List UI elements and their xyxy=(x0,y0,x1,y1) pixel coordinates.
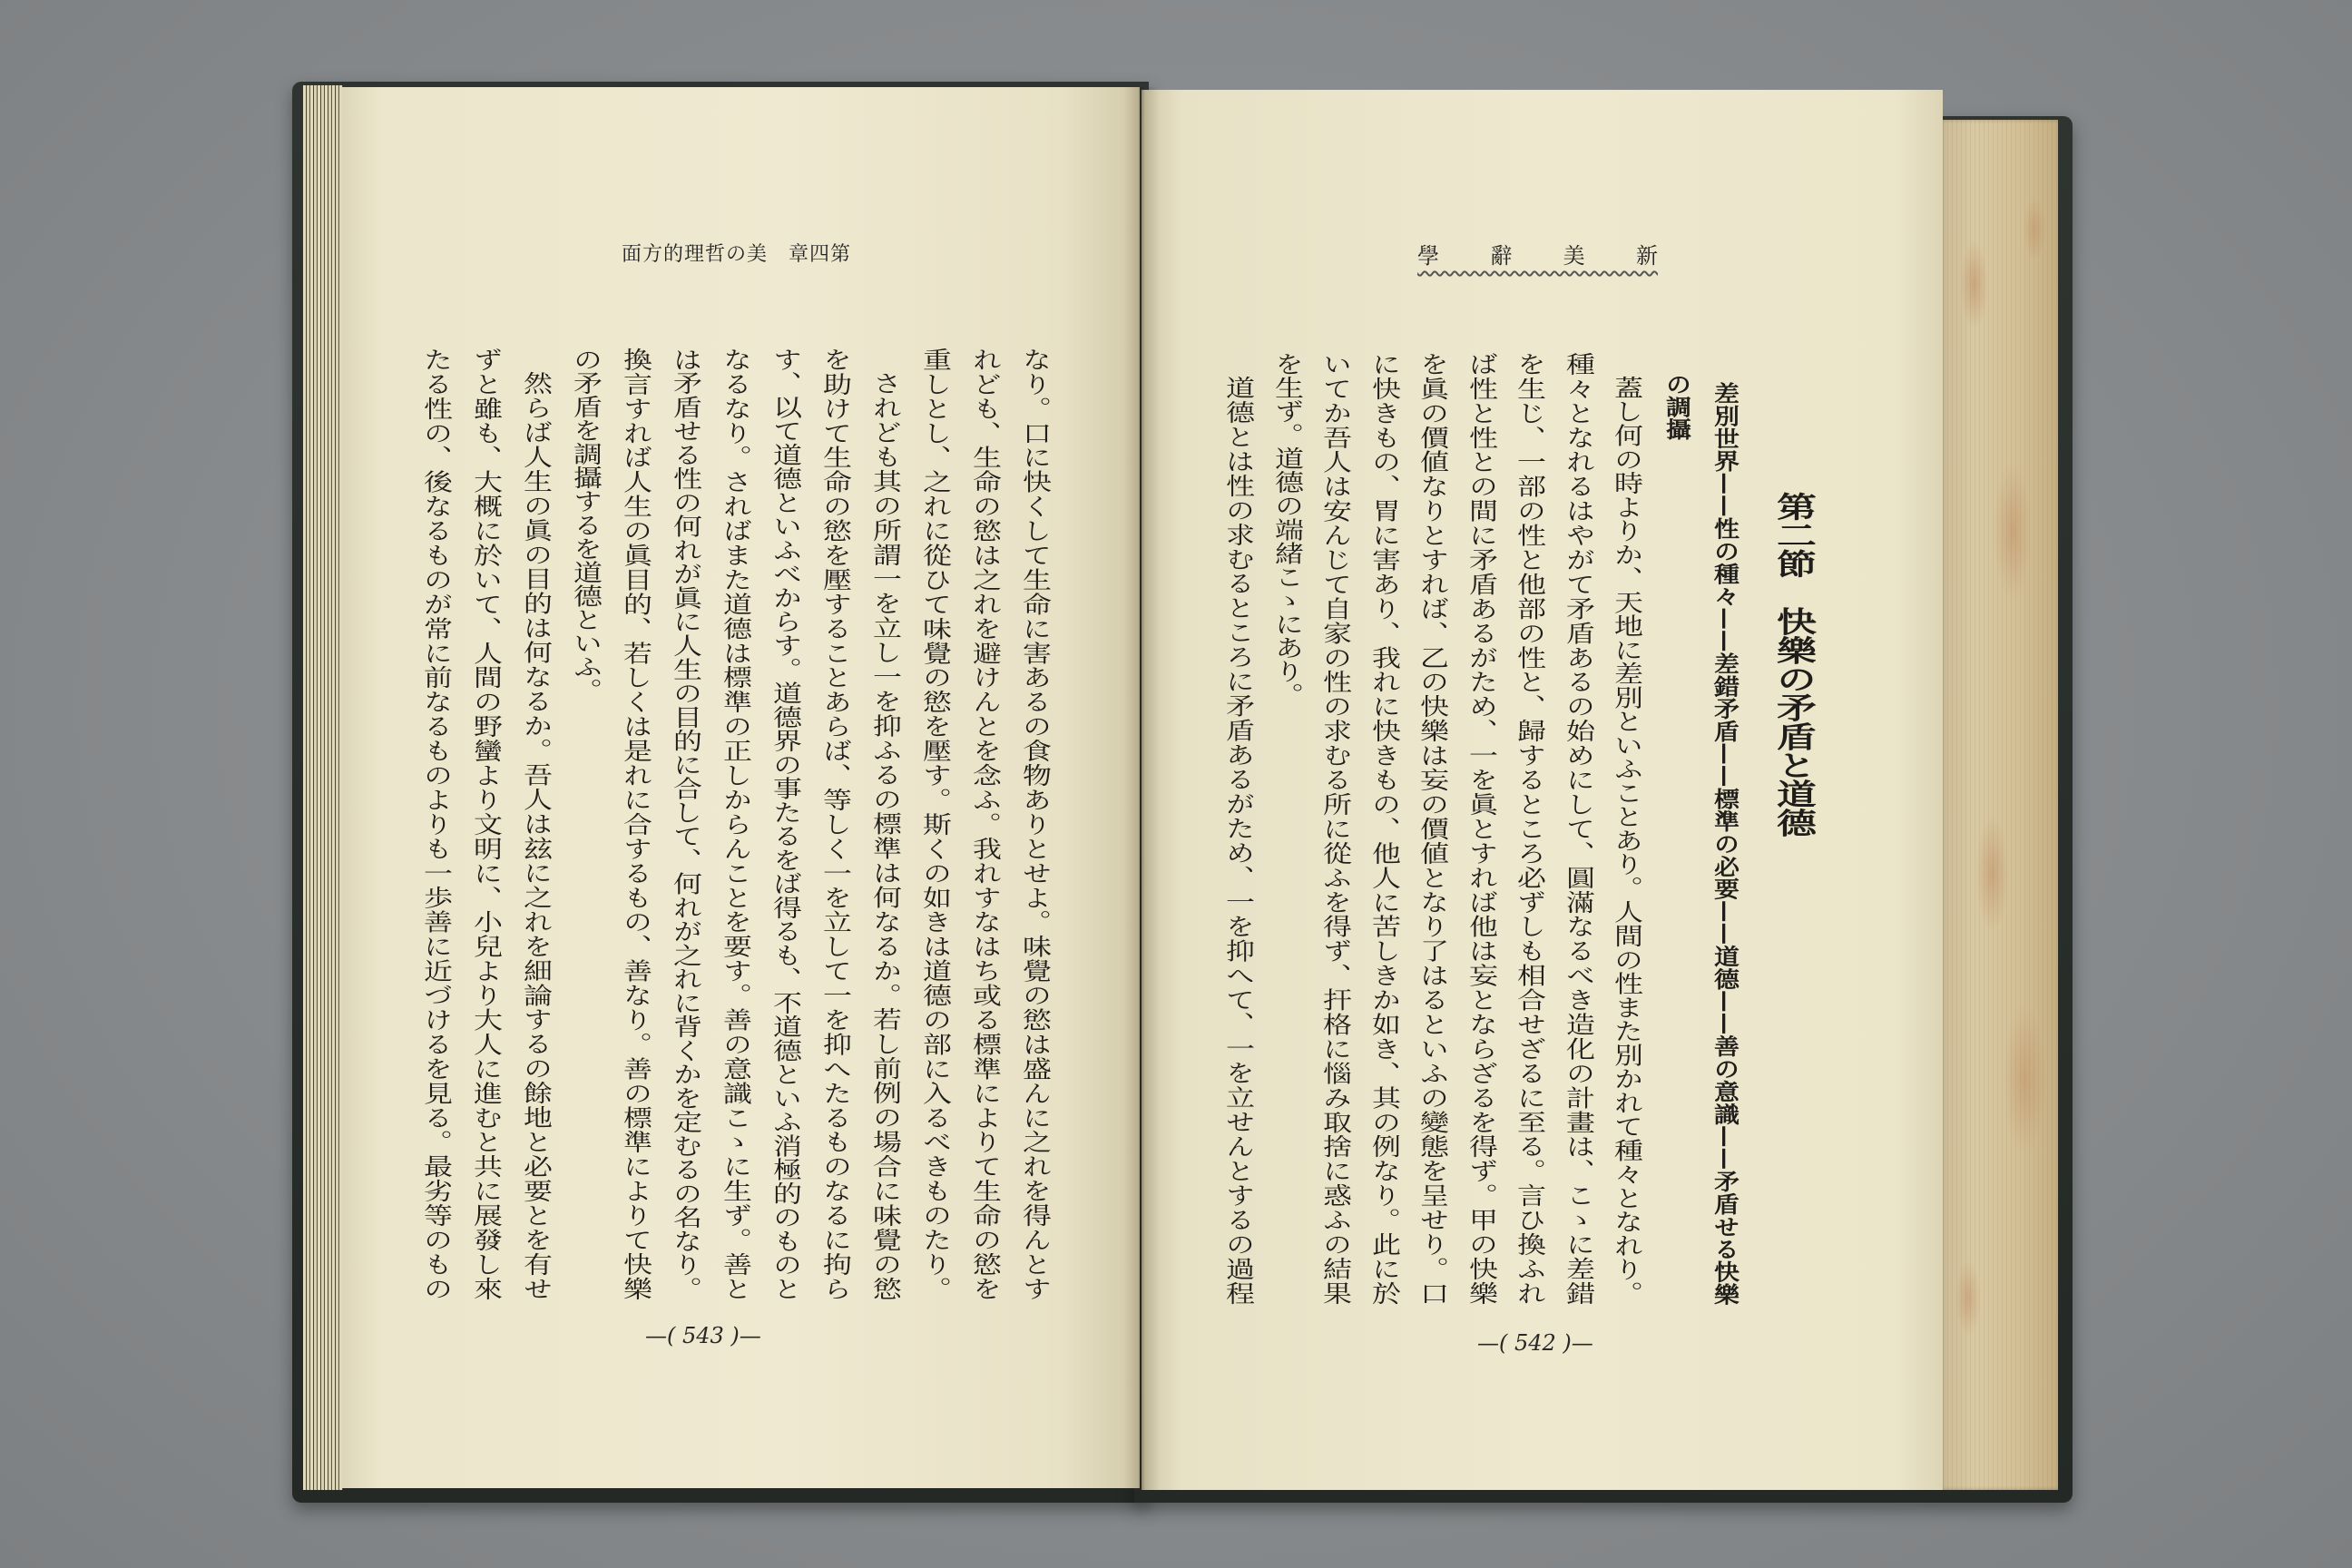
page-number: —( 543 )— xyxy=(645,1323,761,1348)
text-column: れども、生命の慾は之れを避けんとを念ふ。我れすなはち或る標準によりて生命の慾を xyxy=(968,348,1003,1301)
text-column: の矛盾を調攝するを道德といふ。 xyxy=(569,348,603,702)
text-column: を眞の價値なりとすれば、乙の快樂は妄の價値となり了はるといふの變態を呈せり。口 xyxy=(1416,352,1450,1306)
text-column: す、以て道德といふべからす。道德界の事たるをば得るも、不道德といふ消極的のものと xyxy=(769,348,803,1301)
text-column: 道德とは性の求むるところに矛盾あるがため、一を抑へて、一を立せんとするの過程 xyxy=(1221,376,1256,1306)
text-column: されども其の所謂一を立し一を抑ふるの標準は何なるか。若し前例の場合に味覺の慾 xyxy=(868,371,903,1301)
section-summary: 差別世界——性の種々——差錯矛盾——標準の必要——道德——善の意識——矛盾せる快樂 xyxy=(1710,382,1740,1306)
text-column: を助けて生命の慾を壓することあらば、等しく一を立して一を抑へたるものなるに拘ら xyxy=(818,348,853,1301)
text-column: 換言すれば人生の眞目的、若しくは是れに合するもの、善なり。善の標準によりて快樂 xyxy=(619,348,653,1301)
left-page xyxy=(342,87,1140,1488)
text-column: なり。口に快くして生命に害あるの食物ありとせよ。味覺の慾は盛んに之れを得んとす xyxy=(1018,348,1053,1301)
text-column: なるなり。さればまた道德は標準の正しからんことを要す。善の意識こゝに生ず。善と xyxy=(719,348,753,1301)
text-column: を生ず。道德の端緒こゝにあり。 xyxy=(1270,352,1305,707)
text-column: に快きもの、胃に害あり、我れに快きもの、他人に苦しきか如き、其の例なり。此に於 xyxy=(1367,352,1402,1306)
text-column: は矛盾せる性の何れが眞に人生の目的に合して、何れが之れに背くかを定むるの名なり。 xyxy=(669,348,703,1301)
text-column: いてか吾人は安んじて自家の性の求むる所に從ふを得ず、扞格に惱み取捨に惑ふの結果 xyxy=(1318,352,1353,1306)
page-number: —( 542 )— xyxy=(1477,1330,1593,1356)
text-column: 重しとし、之れに從ひて味覺の慾を壓す。斯くの如きは道德の部に入るべきものたり。 xyxy=(918,348,953,1301)
text-column: 蓋し何の時よりか、天地に差別といふことあり。人間の性また別かれて種々となれり。 xyxy=(1610,376,1644,1306)
fore-edge-right xyxy=(1938,120,2058,1490)
text-column: 種々となれるはやがて矛盾あるの始めにして、圓滿なるべき造化の計畫は、こゝに差錯 xyxy=(1562,352,1596,1306)
section-summary-continued: の調攝 xyxy=(1662,373,1692,440)
running-head: 新美辭學 xyxy=(1417,243,1658,269)
right-page xyxy=(1142,90,1943,1490)
text-column: たる性の、後なるものが常に前なるものよりも一歩善に近づけるを見る。最劣等のもの xyxy=(419,348,454,1301)
text-column: を生じ、一部の性と他部の性と、歸するところ必ずしも相合せざるに至る。言ひ換ふれ xyxy=(1513,352,1547,1306)
text-column: ずと雖も、大概に於いて、人間の野蠻より文明に、小兒より大人に進むと共に展發し來 xyxy=(469,348,504,1301)
section-title: 第二節 快樂の矛盾と道德 xyxy=(1769,492,1816,838)
text-column: 然らば人生の眞の目的は何なるか。吾人は玆に之れを細論するの餘地と必要とを有せ xyxy=(519,371,554,1301)
page-edges-left xyxy=(303,85,343,1490)
text-column: ば性と性との間に矛盾あるがため、一を眞とすれば他は妄とならざるを得ず。甲の快樂 xyxy=(1465,352,1499,1306)
page-gutter xyxy=(1123,87,1160,1490)
running-head: 第四章 美の哲理的方面 xyxy=(621,243,851,266)
